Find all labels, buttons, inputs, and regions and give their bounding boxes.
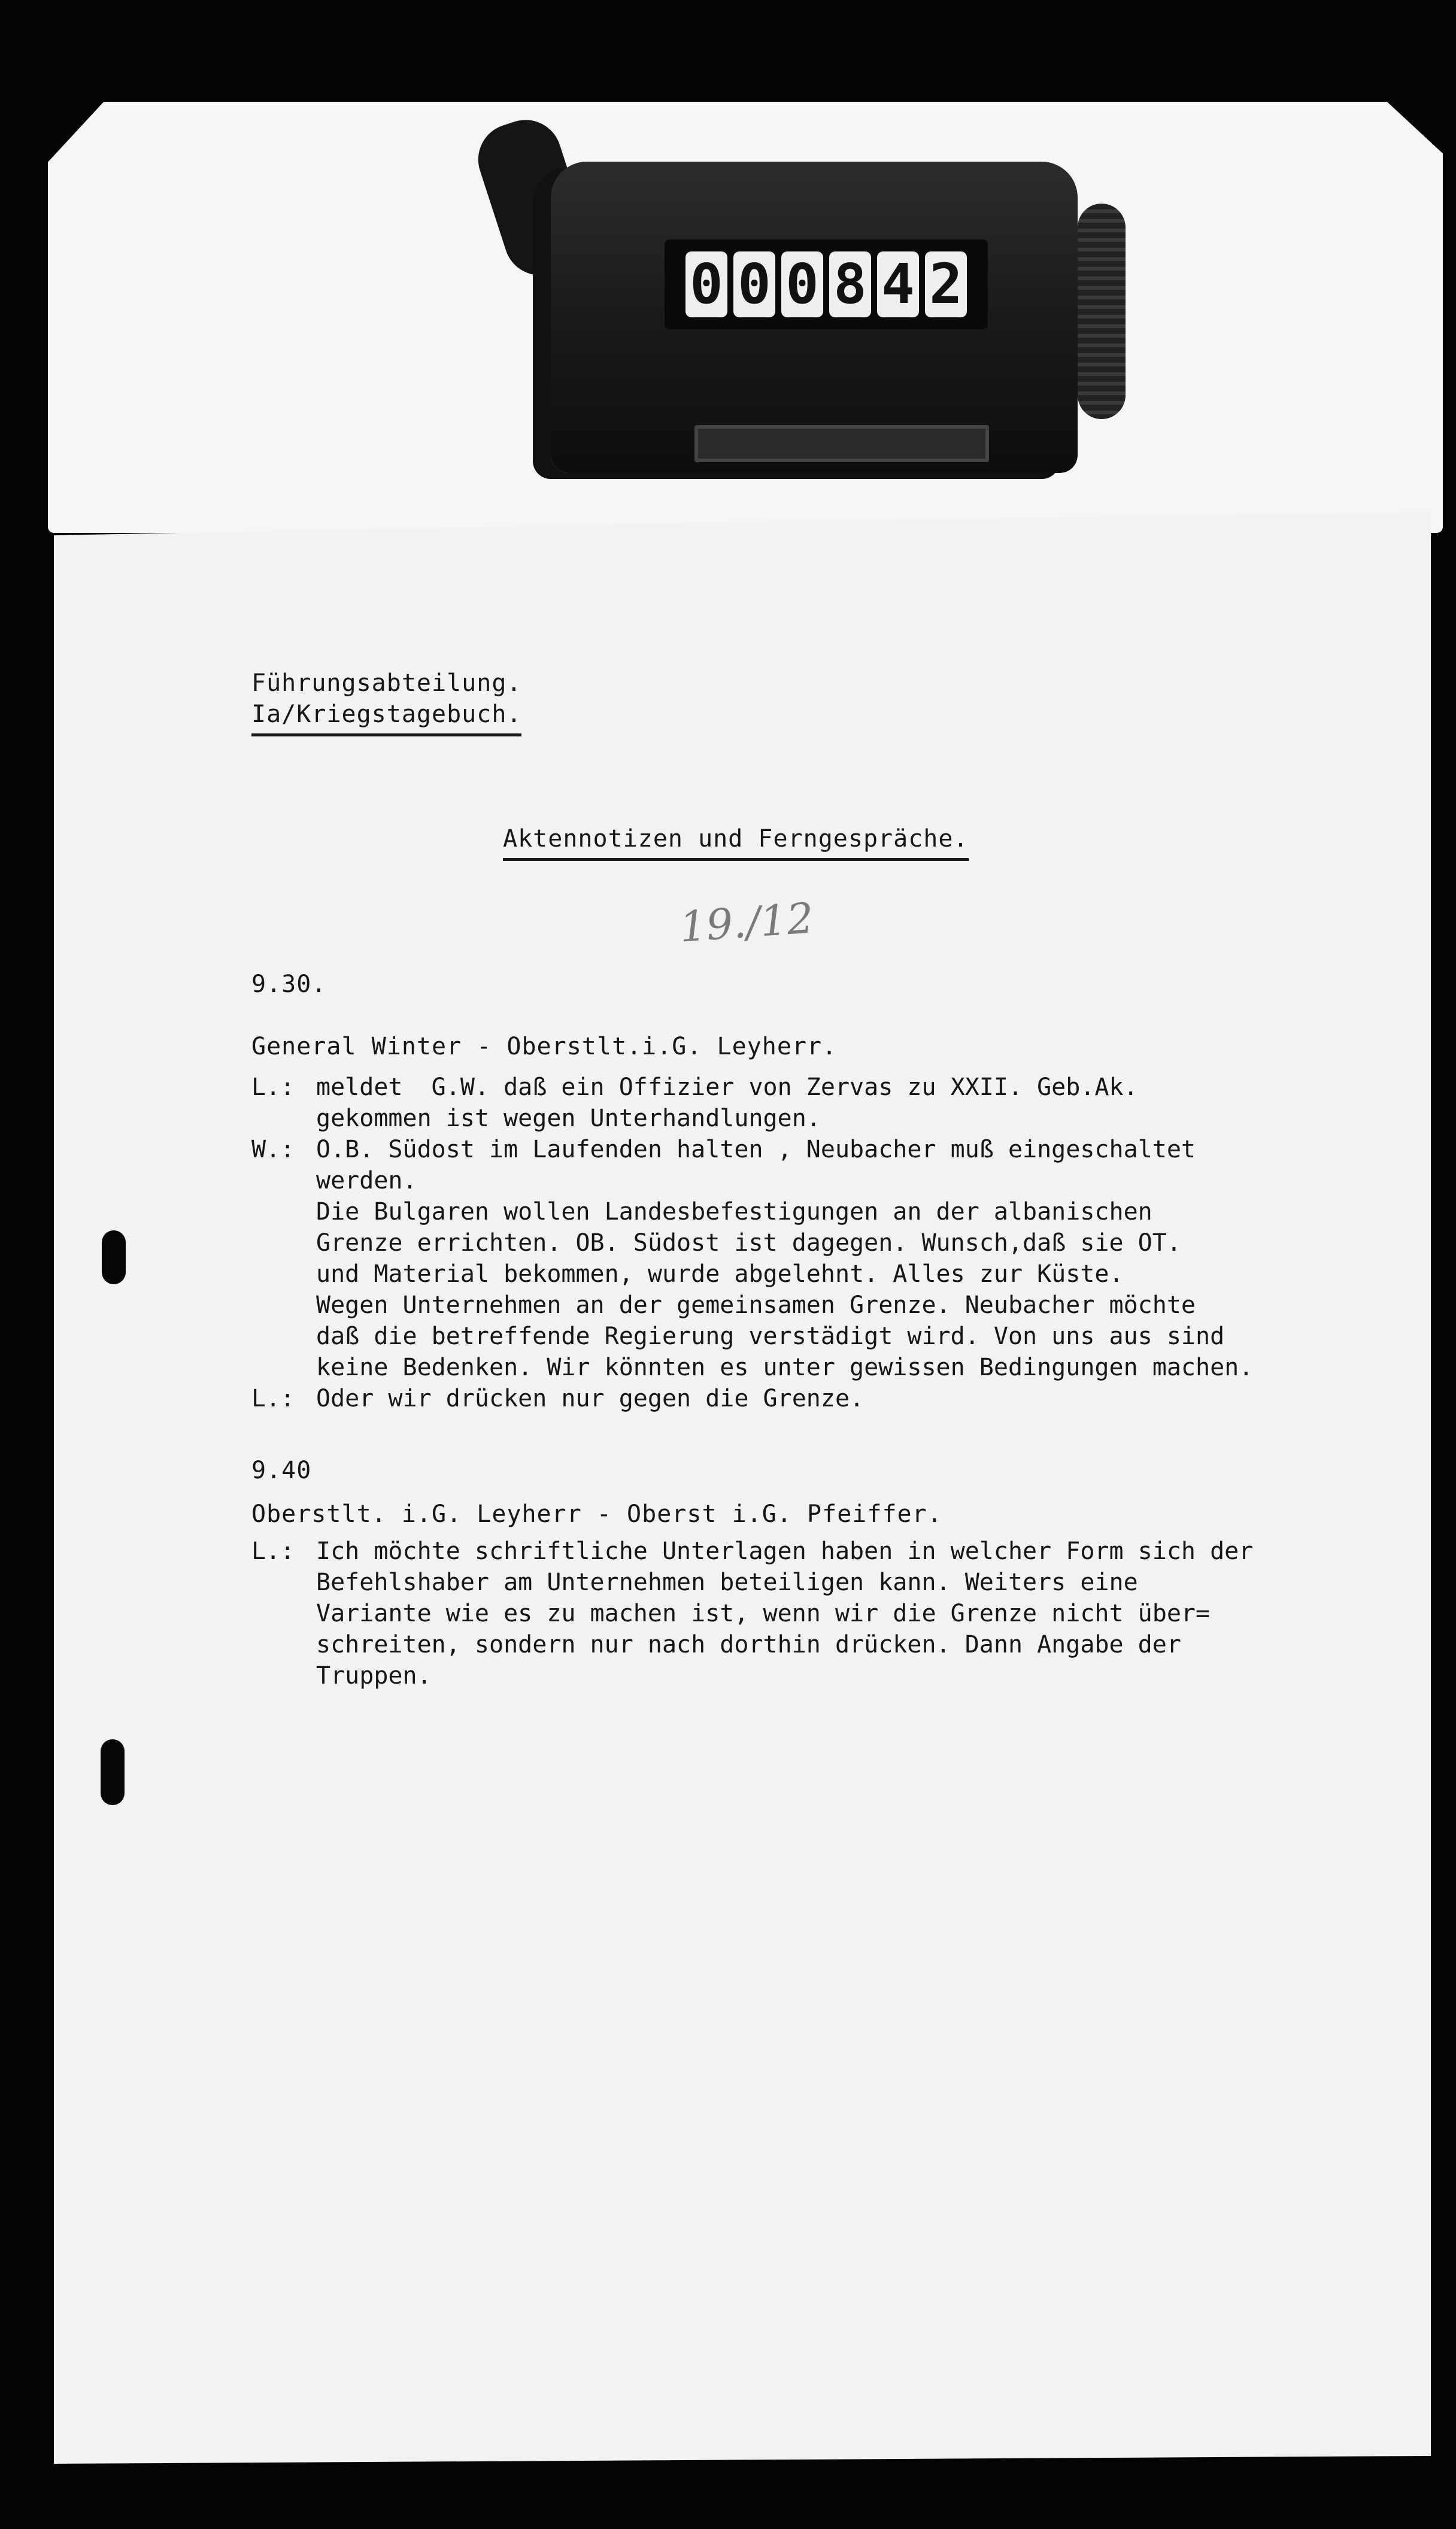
entry-line: daß die betreffende Regierung verstädigt wird. Von uns aus sind	[316, 1323, 1225, 1350]
entry-line: W.: O.B. Südost im Laufenden halten , Neubacher muß eingeschaltet	[251, 1136, 1196, 1163]
entry-time: 9.40	[251, 1457, 312, 1484]
counter-digit: 0	[733, 251, 775, 317]
entry-participants: General Winter - Oberstlt.i.G. Leyherr.	[251, 1033, 838, 1060]
counter-window	[665, 239, 988, 329]
counter-digit: 8	[829, 251, 871, 317]
department-line: Führungsabteilung.	[251, 669, 522, 697]
frame-counter	[539, 138, 1138, 491]
entry-body	[251, 1536, 1253, 1691]
entry-line: L.: Oder wir drücken nur gegen die Grenze.	[251, 1385, 864, 1412]
entry-line: L.: meldet G.W. daß ein Offizier von Zervas zu XXII. Geb.Ak.	[251, 1074, 1138, 1101]
entry-line: und Material bekommen, wurde abgelehnt. Alles zur Küste.	[316, 1260, 1124, 1288]
entry-line: Truppen.	[316, 1662, 432, 1690]
entry-line: Die Bulgaren wollen Landesbefestigungen an der albanischen	[316, 1198, 1152, 1226]
entry-time: 9.30.	[251, 971, 327, 998]
handwritten-date: 19./12	[678, 893, 815, 952]
entry-line: L.: Ich möchte schriftliche Unterlagen haben in welcher Form sich der	[251, 1538, 1254, 1565]
punch-hole	[102, 1230, 126, 1284]
counter-knob	[1078, 204, 1126, 419]
entry-line: schreiten, sondern nur nach dorthin drücken. Dann Angabe der	[316, 1631, 1181, 1658]
entry-line: Wegen Unternehmen an der gemeinsamen Grenze. Neubacher möchte	[316, 1291, 1196, 1319]
entry-line: werden.	[316, 1167, 417, 1194]
counter-digit: 0	[781, 251, 823, 317]
punch-hole	[101, 1739, 125, 1805]
counter-nameplate	[694, 425, 989, 462]
entry-line: gekommen ist wegen Unterhandlungen.	[316, 1105, 821, 1132]
entry-body	[251, 1072, 1253, 1414]
entry-line: Befehlshaber am Unternehmen beteiligen kann. Weiters eine	[316, 1569, 1138, 1596]
counter-digit: 2	[925, 251, 967, 317]
document-title: Aktennotizen und Ferngespräche.	[503, 823, 969, 861]
war-diary-line: Ia/Kriegstagebuch.	[251, 699, 521, 736]
entry-participants: Oberstlt. i.G. Leyherr - Oberst i.G. Pfeiffer.	[251, 1500, 942, 1528]
counter-digit: 0	[685, 251, 727, 317]
document-sheet	[54, 512, 1431, 2464]
counter-digit: 4	[877, 251, 919, 317]
entry-line: Variante wie es zu machen ist, wenn wir die Grenze nicht über=	[316, 1600, 1211, 1627]
entry-line: keine Bedenken. Wir könnten es unter gewissen Bedingungen machen.	[316, 1354, 1254, 1381]
entry-line: Grenze errichten. OB. Südost ist dagegen. Wunsch,daß sie OT.	[316, 1229, 1181, 1257]
